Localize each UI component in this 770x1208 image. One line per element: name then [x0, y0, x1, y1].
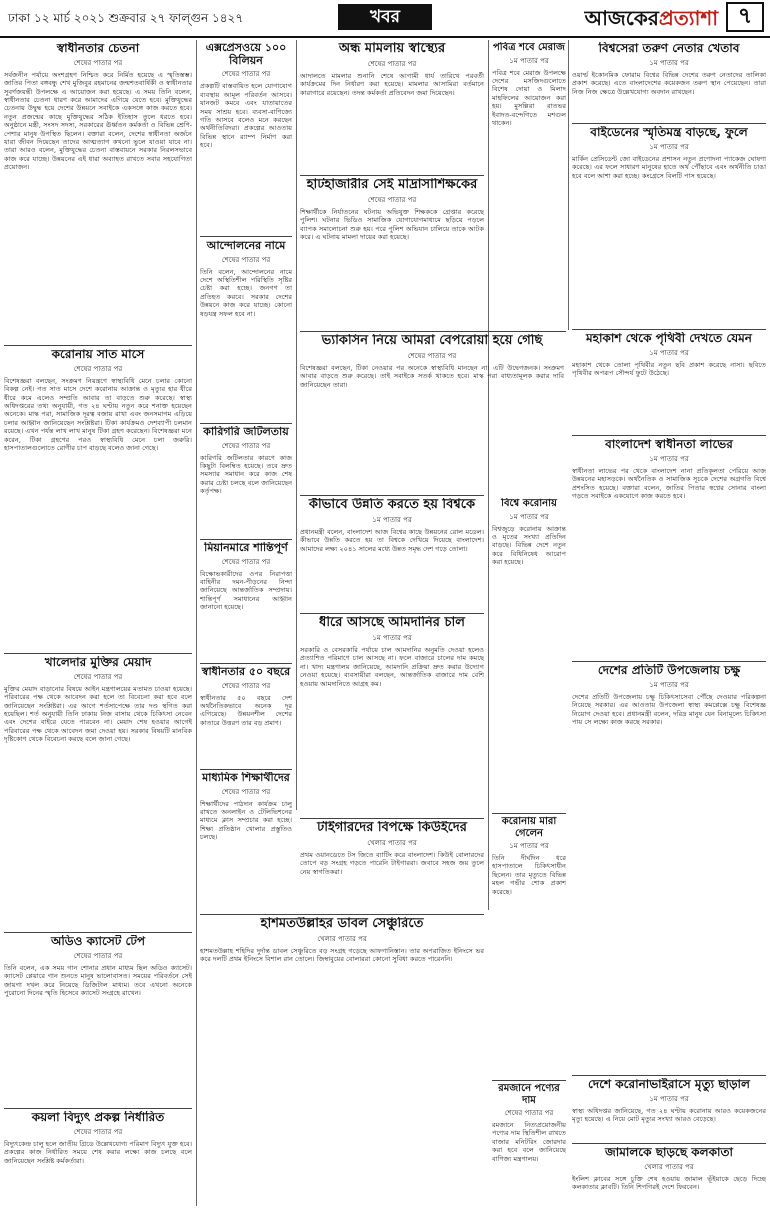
article[interactable] — [200, 42, 292, 232]
continuation-note: শেষের পাতার পর — [221, 70, 271, 79]
article[interactable] — [4, 42, 192, 342]
article[interactable] — [200, 426, 292, 536]
body-text: আদালতে মামলার শুনানি শেষে আগামী ধার্য তারিখে পরবর্তী কার্যক্রমের দিন নির্ধারণ করা হয়েছে। মামলার আসামিরা বর্তমানে কারাগারে রয়েছেন। তদন্ত কর্মকর্তা প্রতিবেদন জমা দিয়েছেন। — [300, 71, 484, 97]
continuation-note: শেষের পাতার পর — [221, 787, 271, 796]
body-text: পবিত্র শবে মেরাজ উপলক্ষে দেশের মসজিদগুলোতে বিশেষ দোয়া ও মিলাদ মাহফিলের আয়োজন করা হয়। মুসল্লিরা রাতভর ইবাদত-বন্দেগিতে মশগুল থাকেন। — [492, 68, 566, 127]
continuation-note: ১ম পাতার পর — [509, 56, 549, 65]
article[interactable] — [4, 656, 192, 928]
body-text: মহাকাশ থেকে তোলা পৃথিবীর নতুন ছবি প্রকাশ করেছে নাসা। ছবিতে পৃথিবীর অপরূপ সৌন্দর্য ফুটে উঠেছে। — [572, 360, 766, 378]
continuation-note: ১ম পাতার পর — [649, 454, 689, 463]
headline: ভ্যাকসিন নিয়ে আমরা বেপরোয়া হয়ে গেছি — [321, 334, 543, 348]
body-text: ওয়ার্ল্ড ইকোনমিক ফোরাম বিশ্বের বিভিন্ন দেশের তরুণ নেতাদের তালিকা প্রকাশ করেছে। এতে বাংলাদেশের কয়েকজন তরুণ স্থান পেয়েছেন। তারা নিজ নিজ ক্ষেত্রে উল্লেখযোগ্য অবদান রাখছেন। — [572, 70, 766, 96]
article[interactable] — [200, 666, 292, 766]
article[interactable] — [4, 1111, 192, 1206]
divider — [200, 423, 292, 424]
headline: দেশে করোনাভাইরাসে মৃত্যু ছাড়াল — [588, 1078, 750, 1091]
body-text: স্বাস্থ্য অধিদপ্তর জানিয়েছে, গত ২৪ ঘণ্টায় করোনায় আরও কয়েকজনের মৃত্যু হয়েছে। এ নিয়ে মোট মৃত্যুর সংখ্যা আরও বেড়েছে। — [572, 1106, 766, 1124]
headline: কয়লা বিদ্যুৎ প্রকল্প নির্ধারিত — [31, 1111, 165, 1124]
headline: ধীরে আসছে আমদানির চাল — [319, 616, 465, 630]
body-text: রমজানে নিত্যপ্রয়োজনীয় পণ্যের দাম স্থিতিশীল রাখতে বাজার মনিটরিং জোরদার করা হবে বলে জানিয়েছে বাণিজ্য মন্ত্রণালয়। — [492, 1121, 566, 1163]
body-text: সরকারি ও বেসরকারি পর্যায়ে চাল আমদানির অনুমতি দেওয়া হলেও প্রত্যাশিত পরিমাণে চাল আসছে না। ফলে বাজারে চালের দাম কমছে না। খাদ্য মন্ত্রণালয় জানিয়েছে, আমদানি প্রক্রিয়া দ্রুত করার উদ্যোগ নেওয়া হয়েছে। ব্যবসায়ীরা বলছেন, আন্তর্জাতিক বাজারে দাম বেশি হওয়ায় আমদানিতে আগ্রহ কম। — [300, 645, 484, 688]
divider — [200, 663, 292, 664]
body-text: দেশের প্রতিটি উপজেলায় চক্ষু চিকিৎসাসেবা পৌঁছে দেওয়ার পরিকল্পনা নিয়েছে সরকার। এর আওতায় উপজেলা স্বাস্থ্য কমপ্লেক্সে চক্ষু বিশেষজ্ঞ নিয়োগ দেওয়া হবে। প্রধানমন্ত্রী বলেন, দরিদ্র মানুষ যেন বিনামূল্যে চিকিৎসা পায় সে লক্ষ্যে কাজ করছে সরকার। — [572, 692, 766, 727]
headline: রমজানে পণ্যের দাম — [498, 1083, 560, 1106]
article[interactable] — [492, 498, 566, 810]
article[interactable] — [572, 42, 766, 120]
body-text: বিশেষজ্ঞরা বলছেন, সংক্রমণ নিয়ন্ত্রণে স্বাস্থ্যবিধি মেনে চলার কোনো বিকল্প নেই। গত সাত মাসে দেশে করোনায় আক্রান্ত ও মৃত্যুর হার ধীরে ধীরে কমে এলেও সম্প্রতি আবার তা বাড়তে শুরু করেছে। স্বাস্থ্য অধিদপ্তরের তথ্য অনুযায়ী, গত ২৪ ঘণ্টায় নতুন করে শনাক্ত হয়েছেন অনেকে। মাস্ক পরা, সামাজিক দূরত্ব বজায় রাখা এবং জনসমাগম এড়িয়ে চলার আহ্বান জানিয়েছেন সংশ্লিষ্টরা। টিকা কার্যক্রমও দেশব্যাপী চলমান রয়েছে। এখন পর্যন্ত লাখ লাখ মানুষ টিকা গ্রহণ করেছেন। বিশেষজ্ঞরা মনে করেন, টিকা গ্রহণের পরও স্বাস্থ্যবিধি মেনে চলা জরুরি। হাসপাতালগুলোতে রোগীর চাপ বাড়ছে বলেও জানা গেছে। — [4, 376, 192, 453]
continuation-note: ১ম পাতার পর — [649, 348, 689, 357]
divider — [200, 769, 292, 770]
headline: হাশমতউল্লাহর ডাবল সেঞ্চুরিতে — [260, 917, 424, 931]
section-label: খবর — [338, 4, 432, 30]
continuation-note: শেষের পাতার পর — [221, 441, 271, 450]
continuation-note: শেষের পাতার পর — [367, 195, 417, 204]
divider — [300, 818, 484, 819]
divider — [4, 653, 192, 654]
divider — [572, 661, 766, 662]
article[interactable] — [572, 1146, 766, 1206]
divider — [4, 345, 192, 346]
headline: মিয়ানমারে শান্তিপূর্ণ — [204, 542, 288, 554]
article[interactable] — [4, 935, 192, 1105]
body-text: প্রধানমন্ত্রী বলেন, বাংলাদেশ আজ বিশ্বের কাছে উন্নয়নের রোল মডেল। কীভাবে উন্নতি করতে হয় তা বিশ্বকে দেখিয়ে দিয়েছে বাংলাদেশ। আমাদের লক্ষ্য ২০৪১ সালের মধ্যে উন্নত সমৃদ্ধ দেশ গড়ে তোলা। — [300, 527, 484, 553]
body-text: মুক্তির মেয়াদ বাড়ানোর বিষয়ে আইন মন্ত্রণালয়ের মতামত চাওয়া হয়েছে। পরিবারের পক্ষ থেকে আবেদন করা হলে তা বিবেচনা করা হবে বলে জানিয়েছেন সংশ্লিষ্টরা। এর আগে শর্তসাপেক্ষে তার দণ্ড স্থগিত করা হয়েছিল। শর্ত অনুযায়ী তিনি ঢাকায় নিজ বাসায় থেকে চিকিৎসা নেবেন এবং দেশের বাইরে যেতে পারবেন না। মেয়াদ শেষ হওয়ার আগেই পরিবারের পক্ষ থেকে আবেদন জমা দেওয়া হয়। সরকার বিষয়টি মানবিক দৃষ্টিকোণ থেকে বিবেচনা করছে বলে জানা গেছে। — [4, 684, 192, 744]
headline: করোনায় সাত মাসে — [51, 348, 145, 361]
headline: মহাকাশ থেকে পৃথিবী দেখতে যেমন — [586, 332, 752, 345]
body-text: হাশমতউল্লাহ শহিদির দুর্দান্ত ডাবল সেঞ্চুরিতে বড় সংগ্রহ গড়েছে আফগানিস্তান। তার অপরাজিত ইনিংসে ভর করে দলটি প্রথম ইনিংসে বিশাল রান তোলে। জিম্বাবুয়ের বোলাররা কোনো সুবিধা করতে পারেননি। — [200, 946, 484, 964]
divider — [200, 236, 292, 237]
article[interactable] — [572, 126, 766, 326]
divider — [572, 123, 766, 124]
divider — [200, 539, 292, 540]
continuation-note: শেষের পাতার পর — [504, 1109, 554, 1117]
headline: বিশ্বে করোনায় — [501, 498, 557, 509]
body-text: বিশেষজ্ঞরা বলছেন, টিকা নেওয়ার পর অনেকে স্বাস্থ্যবিধি মানছেন না। এটি উদ্বেগজনক। সংক্রমণ আবার বাড়তে শুরু করেছে। তাই সবাইকে সতর্ক থাকতে হবে। মাস্ক পরা বাধ্যতামূলক করার দাবি জানিয়েছেন তারা। — [300, 363, 564, 389]
logo-text-2: প্রত্যাশা — [658, 6, 718, 30]
continuation-note: শেষের পাতার পর — [221, 681, 271, 690]
headline: এক্সপ্রেসওয়ে ১০০ বিলিয়ন — [205, 42, 287, 67]
article[interactable] — [572, 664, 766, 1072]
article[interactable] — [300, 178, 484, 328]
continuation-note: ১ম পাতার পর — [649, 58, 689, 67]
body-text: তিনি বলেন, আন্দোলনের নামে দেশে অস্থিতিশীল পরিস্থিতি সৃষ্টির চেষ্টা করা হচ্ছে। জনগণ তা প্রতিহত করবে। সরকার দেশের উন্নয়নে কাজ করে যাচ্ছে। কোনো ষড়যন্ত্র সফল হবে না। — [200, 267, 292, 318]
headline: দেশের প্রতিটি উপজেলায় চক্ষু — [597, 664, 741, 677]
newspaper-logo — [585, 4, 718, 37]
continuation-note: শেষের পাতার পর — [73, 364, 123, 373]
divider — [572, 1143, 766, 1144]
continuation-note: ১ম পাতার পর — [649, 1094, 689, 1103]
headline: করোনায় মারা গেলেন — [501, 816, 557, 839]
divider — [200, 914, 484, 915]
continuation-note: ১ম পাতার পর — [649, 142, 689, 151]
continuation-note: ১ম পাতার পর — [509, 512, 549, 521]
article[interactable] — [200, 542, 292, 660]
divider — [572, 1075, 766, 1076]
headline: কারিগরি জটিলতায় — [203, 426, 289, 438]
article[interactable] — [492, 816, 566, 910]
article[interactable] — [200, 240, 292, 420]
body-text: বিদ্যুৎকেন্দ্র চালু হলে জাতীয় গ্রিডে উল্লেখযোগ্য পরিমাণ বিদ্যুৎ যুক্ত হবে। প্রকল্পের কাজ নির্ধারিত সময়ে শেষ করার লক্ষ্যে কাজ চলছে বলে জানিয়েছেন সংশ্লিষ্ট কর্মকর্তারা। — [4, 1139, 192, 1165]
continuation-note: ১ম পাতার পর — [509, 842, 549, 850]
body-text: বিক্ষোভকারীদের ওপর নিরাপত্তা বাহিনীর দমন-পীড়নের নিন্দা জানিয়েছে আন্তর্জাতিক সম্প্রদায়। শান্তিপূর্ণ সমাধানের আহ্বান জানানো হয়েছে। — [200, 569, 292, 612]
headline: বাইডেনের স্মৃতিমন্ত্র বাড়ছে, ফুলে — [590, 126, 748, 139]
article[interactable] — [492, 1083, 566, 1206]
headline: আন্দোলনের নামে — [206, 240, 286, 252]
continuation-note: ১ম পাতার পর — [372, 515, 412, 524]
logo-text-1: আজকের — [584, 6, 659, 30]
headline: স্বাধীনতার ৫০ বছরে — [201, 666, 291, 678]
continuation-note: খেলার পাতার পর — [367, 838, 417, 847]
divider — [300, 613, 484, 614]
issue-date: ঢাকা ১২ মার্চ ২০২১ শুক্রবার ২৭ ফাল্গুন ১৪২৭ — [8, 11, 244, 25]
body-text: মার্কিন প্রেসিডেন্ট জো বাইডেনের প্রশাসন নতুন প্রণোদনা প্যাকেজ ঘোষণা করেছে। এর ফলে সাধারণ মানুষের হাতে অর্থ পৌঁছাবে এবং অর্থনীতি চাঙা হবে বলে আশা করা হচ্ছে। কংগ্রেসে বিলটি পাস হয়েছে। — [572, 154, 766, 180]
headline: হাটহাজারীর সেই মাদ্রাসাশিক্ষকের — [306, 178, 478, 192]
continuation-note: শেষের পাতার পর — [73, 1127, 123, 1136]
continuation-note: শেষের পাতার পর — [73, 672, 123, 681]
continuation-note: শেষের পাতার পর — [367, 59, 417, 68]
article[interactable] — [300, 334, 564, 492]
divider — [492, 1080, 566, 1081]
headline: কীভাবে উন্নতি করতে হয় বিশ্বকে — [308, 498, 476, 512]
divider — [492, 813, 566, 814]
continuation-note: শেষের পাতার পর — [73, 951, 123, 960]
article[interactable] — [200, 917, 484, 1206]
body-text: কারিগরি জটিলতার কারণে কাজ কিছুটা বিলম্বিত হয়েছে। তবে দ্রুত সমস্যার সমাধান করে কাজ শেষ করার চেষ্টা চলছে বলে জানিয়েছেন কর্তৃপক্ষ। — [200, 453, 292, 496]
article[interactable] — [4, 348, 192, 650]
body-text: শিক্ষার্থীকে নির্যাতনের ঘটনায় অভিযুক্ত শিক্ষককে গ্রেপ্তার করেছে পুলিশ। ঘটনার ভিডিও সামাজিক যোগাযোগমাধ্যমে ছড়িয়ে পড়লে ব্যাপক সমালোচনা শুরু হয়। পরে পুলিশ অভিযান চালিয়ে তাকে আটক করে। এ ঘটনায় মামলা দায়ের করা হয়েছে। — [300, 207, 484, 242]
body-text: শিক্ষার্থীদের পাঠদান কার্যক্রম চালু রাখতে অনলাইন ও টেলিভিশনের মাধ্যমে ক্লাস সম্প্রচার করা হচ্ছে। শিক্ষা প্রতিষ্ঠান খোলার প্রস্তুতিও চলছে। — [200, 799, 292, 842]
article[interactable] — [200, 772, 292, 912]
headline: অডিও ক্যাসেট টেপ — [50, 935, 146, 948]
body-text: স্বাধীনতা লাভের পর থেকে বাংলাদেশ নানা প্রতিকূলতা পেরিয়ে আজ উন্নয়নের মহাসড়কে। অর্থনৈতিক ও সামাজিক সূচকে দেশের অগ্রগতি বিশ্বে প্রশংসিত হয়েছে। বক্তারা বলেন, জাতির পিতার স্বপ্নের সোনার বাংলা গড়তে সবাইকে একযোগে কাজ করতে হবে। — [572, 466, 766, 501]
article[interactable] — [572, 1078, 766, 1140]
headline: টাইগারদের বিপক্ষে কিউইদের — [317, 821, 467, 835]
continuation-note: শেষের পাতার পর — [73, 58, 123, 67]
continuation-note: ১ম পাতার পর — [649, 680, 689, 689]
body-text: স্বাধীনতার ৫০ বছরে দেশ অর্থনৈতিকভাবে অনেক দূর এগিয়েছে। উন্নয়নশীল দেশের কাতারে উত্তরণ তার বড় প্রমাণ। — [200, 693, 292, 727]
article[interactable] — [300, 616, 484, 816]
continuation-note: খেলার পাতার পর — [644, 1162, 694, 1171]
column-divider — [296, 40, 297, 810]
body-text: ইংলিশ ক্লাবের সঙ্গে চুক্তি শেষ হওয়ায় জামাল ভূঁইয়াকে ছেড়ে দিচ্ছে কলকাতার ক্লাবটি। তিনি শিগগিরই দেশে ফিরবেন। — [572, 1174, 766, 1192]
headline: অন্ধ মামলায় স্বাস্থ্যের — [338, 42, 446, 56]
article[interactable] — [492, 42, 566, 328]
body-text: বিশ্বজুড়ে করোনায় আক্রান্ত ও মৃতের সংখ্যা প্রতিদিন বাড়ছে। বিভিন্ন দেশে নতুন করে বিধিনিষেধ আরোপ করা হয়েছে। — [492, 524, 566, 567]
headline: জামালকে ছাড়ছে কলকাতা — [605, 1146, 733, 1159]
divider — [572, 329, 766, 330]
continuation-note: ১ম পাতার পর — [372, 633, 412, 642]
continuation-note: শেষের পাতার পর — [221, 255, 271, 264]
continuation-note: শেষের পাতার পর — [407, 351, 457, 360]
headline: পবিত্র শবে মেরাজ — [493, 42, 565, 53]
article[interactable] — [572, 332, 766, 432]
continuation-note: শেষের পাতার পর — [221, 557, 271, 566]
divider — [300, 331, 566, 332]
divider — [4, 932, 192, 933]
body-text: প্রথম ওয়ানডেতে টস জিতে ব্যাটিং করে বাংলাদেশ। কিউই বোলারদের তোপে বড় সংগ্রহ গড়তে পারেনি টাইগাররা। জবাবে সহজ জয় তুলে নেয় স্বাগতিকরা। — [300, 850, 484, 876]
article[interactable] — [300, 821, 484, 903]
headline: স্বাধীনতার চেতনা — [56, 42, 140, 55]
article[interactable] — [300, 42, 484, 172]
divider — [300, 495, 484, 496]
headline: বিশ্বসেরা তরুণ নেতার খেতাব — [598, 42, 740, 55]
body-text: তিনি দীর্ঘদিন ধরে হাসপাতালে চিকিৎসাধীন ছিলেন। তার মৃত্যুতে বিভিন্ন মহল গভীর শোক প্রকাশ করেছে। — [492, 854, 566, 896]
page-number: ৭ — [726, 2, 764, 32]
continuation-note: খেলার পাতার পর — [317, 934, 367, 943]
headline: বাংলাদেশ স্বাধীনতা লাভের — [605, 438, 733, 451]
masthead — [0, 0, 770, 38]
headline: খালেদার মুক্তির মেয়াদ — [44, 656, 152, 669]
column-divider — [196, 40, 197, 1206]
divider — [572, 435, 766, 436]
body-text: সর্বজনীন পর্যায়ে অংশগ্রহণ নিশ্চিত করে নির্মিত হয়েছে এ স্মৃতিস্তম্ভ। জাতির পিতা বঙ্গবন্ধু শেখ মুজিবুর রহমানের জন্মশতবার্ষিকী ও স্বাধীনতার সুবর্ণজয়ন্তী উপলক্ষে এ আয়োজন করা হয়েছে। এ সময় তিনি বলেন, স্বাধীনতার চেতনা ধারণ করে আমাদের এগিয়ে যেতে হবে। মুক্তিযুদ্ধের চেতনায় উদ্বুদ্ধ হয়ে দেশের উন্নয়নে সবাইকে একসঙ্গে কাজ করতে হবে। নতুন প্রজন্মের কাছে মুক্তিযুদ্ধের সঠিক ইতিহাস তুলে ধরতে হবে। অনুষ্ঠানে মন্ত্রী, সংসদ সদস্য, সরকারের ঊর্ধ্বতন কর্মকর্তা ও বিভিন্ন শ্রেণি-পেশার মানুষ উপস্থিত ছিলেন। বক্তারা বলেন, দেশের স্বাধীনতা অর্জনে যারা জীবন দিয়েছেন তাদের আত্মত্যাগ কখনো ভুলে যাওয়া যাবে না। তারা আরও বলেন, মুক্তিযুদ্ধের চেতনা বাস্তবায়নে সরকার নিরলসভাবে কাজ করে যাচ্ছে। উন্নয়নের এই ধারা অব্যাহত রাখতে সবার সহযোগিতা প্রয়োজন। — [4, 70, 192, 172]
article[interactable] — [300, 498, 484, 610]
column-divider — [568, 40, 569, 330]
divider — [300, 175, 484, 176]
headline: মাধ্যমিক শিক্ষার্থীদের — [202, 772, 290, 784]
divider — [4, 1108, 192, 1109]
body-text: প্রকল্পটি বাস্তবায়িত হলে যোগাযোগ ব্যবস্থায় আমূল পরিবর্তন আসবে। যানজট কমবে এবং যাতায়াতের সময় সাশ্রয় হবে। ব্যবসা-বাণিজ্যে গতি আসবে বলেও মনে করছেন অর্থনীতিবিদরা। প্রকল্পের আওতায় বিভিন্ন স্থানে র‌্যাম্প নির্মাণ করা হবে। — [200, 82, 292, 150]
body-text: তিনি বলেন, এক সময় গান শোনার প্রধান মাধ্যম ছিল অডিও ক্যাসেট। ক্যাসেট প্লেয়ারে গান শুনতে মানুষ ভালোবাসত। সময়ের পরিবর্তনে সেই জায়গা দখল করে নিয়েছে ডিজিটাল মাধ্যম। তবে এখনো অনেকে পুরোনো দিনের স্মৃতি হিসেবে ক্যাসেট সংগ্রহে রাখেন। — [4, 963, 192, 998]
article[interactable] — [572, 438, 766, 658]
